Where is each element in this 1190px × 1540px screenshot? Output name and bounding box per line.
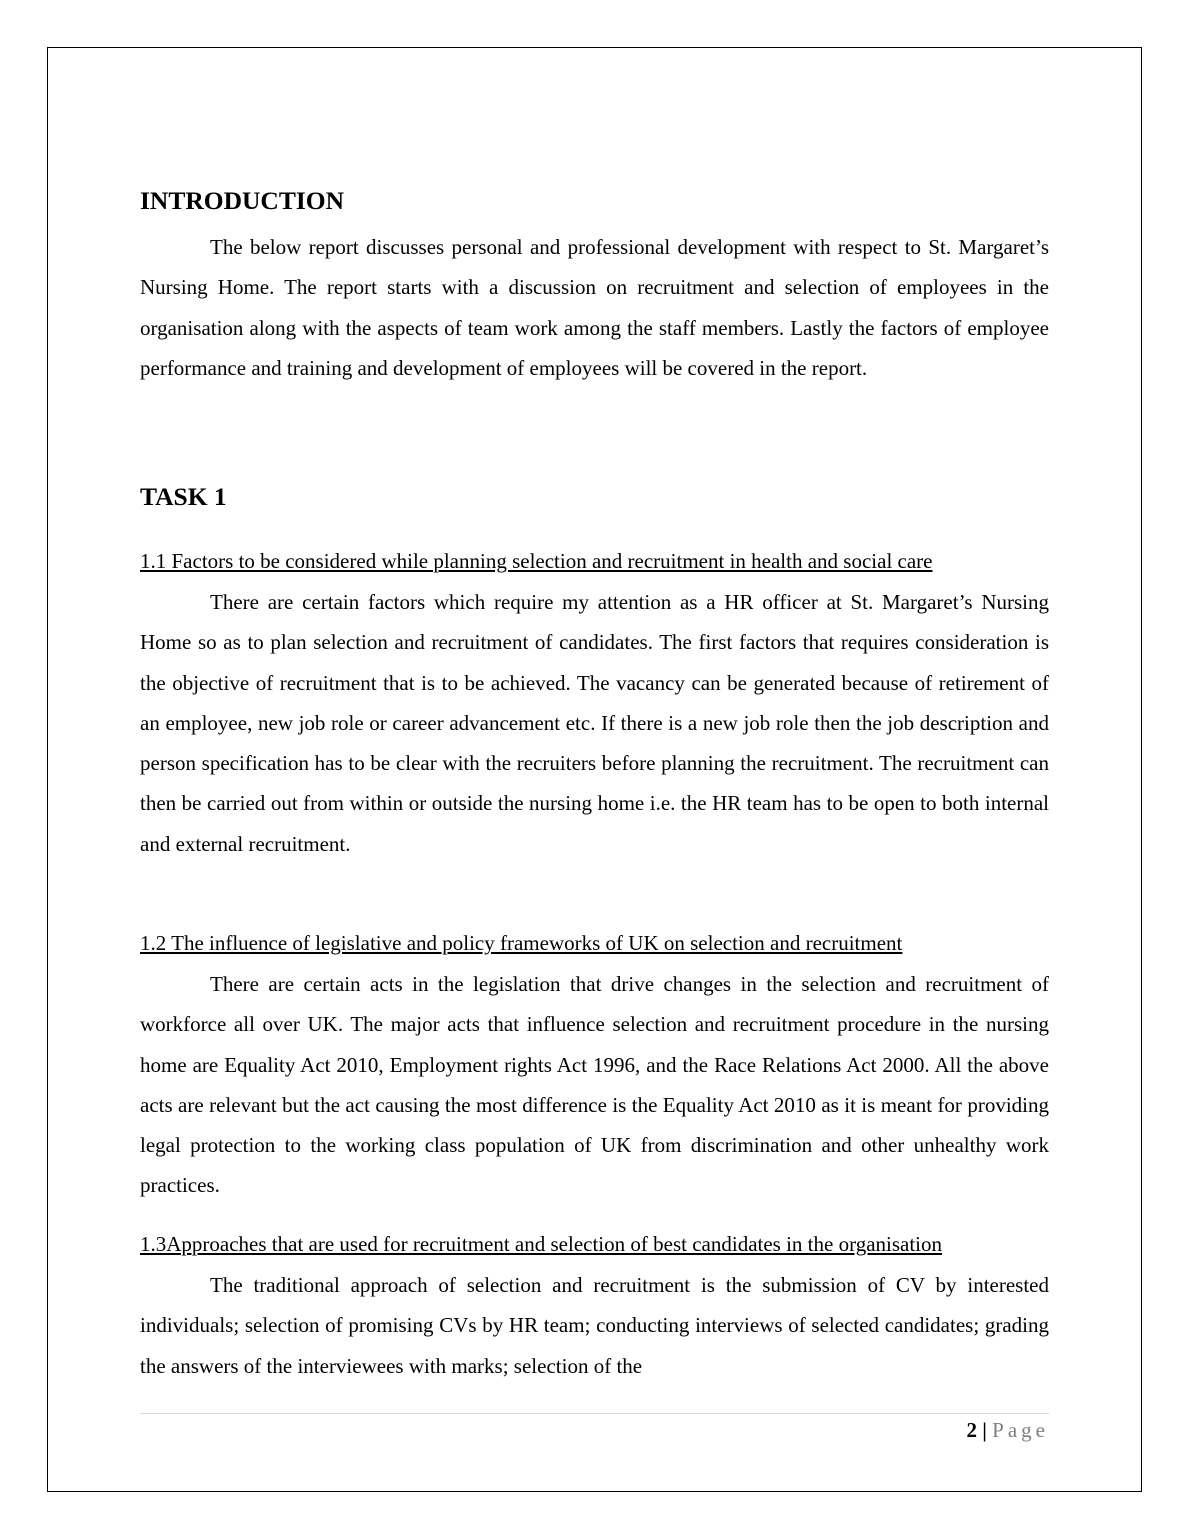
page-footer — [967, 1418, 1049, 1443]
introduction-paragraph: The below report discusses personal and professional development with respect to St. Margaret’s Nursing Home. The report starts with a discussion on recruitment and selection of employees in the organisation along with the aspects of team work among the staff members. Lastly the factors of employee performance and training and development of employees will be covered in the report. — [140, 235, 1049, 380]
section-1-3-title: 1.3Approaches that are used for recruitment and selection of best candidates in the organisation — [140, 1232, 943, 1256]
section-1-2-title: 1.2 The influence of legislative and policy frameworks of UK on selection and recruitment — [140, 931, 903, 955]
section-1-1-title: 1.1 Factors to be considered while planning selection and recruitment in health and social care — [140, 549, 933, 573]
section-1-3-paragraph: The traditional approach of selection and recruitment is the submission of CV by interested individuals; selection of promising CVs by HR team; conducting interviews of selected candidates; grading the answers of the interviewees with marks; selection of the — [140, 1273, 1049, 1378]
page-number: 2 — [966, 1418, 978, 1442]
page-label: Page — [992, 1418, 1049, 1442]
section-1-1-paragraph: There are certain factors which require my attention as a HR officer at St. Margaret’s Nursing Home so as to plan selection and recruitment of candidates. The first factors that requires consideration is the objective of recruitment that is to be achieved. The vacancy can be generated because of retirement of an employee, new job role or career advancement etc. If there is a new job role then the job description and person specification has to be clear with the recruiters before planning the recruitment. The recruitment can then be carried out from within or outside the nursing home i.e. the HR team has to be open to both internal and external recruitment. — [140, 590, 1049, 856]
task1-heading: TASK 1 — [140, 482, 227, 511]
footer-divider — [140, 1413, 1049, 1414]
introduction-heading: INTRODUCTION — [140, 186, 345, 215]
footer-separator: | — [982, 1418, 987, 1442]
section-1-2-paragraph: There are certain acts in the legislation that drive changes in the selection and recruitment of workforce all over UK. The major acts that influence selection and recruitment procedure in the nursing home are Equality Act 2010, Employment rights Act 1996, and the Race Relations Act 2000. All the above acts are relevant but the act causing the most difference is the Equality Act 2010 as it is meant for providing legal protection to the working class population of UK from discrimination and other unhealthy work practices. — [140, 972, 1049, 1198]
